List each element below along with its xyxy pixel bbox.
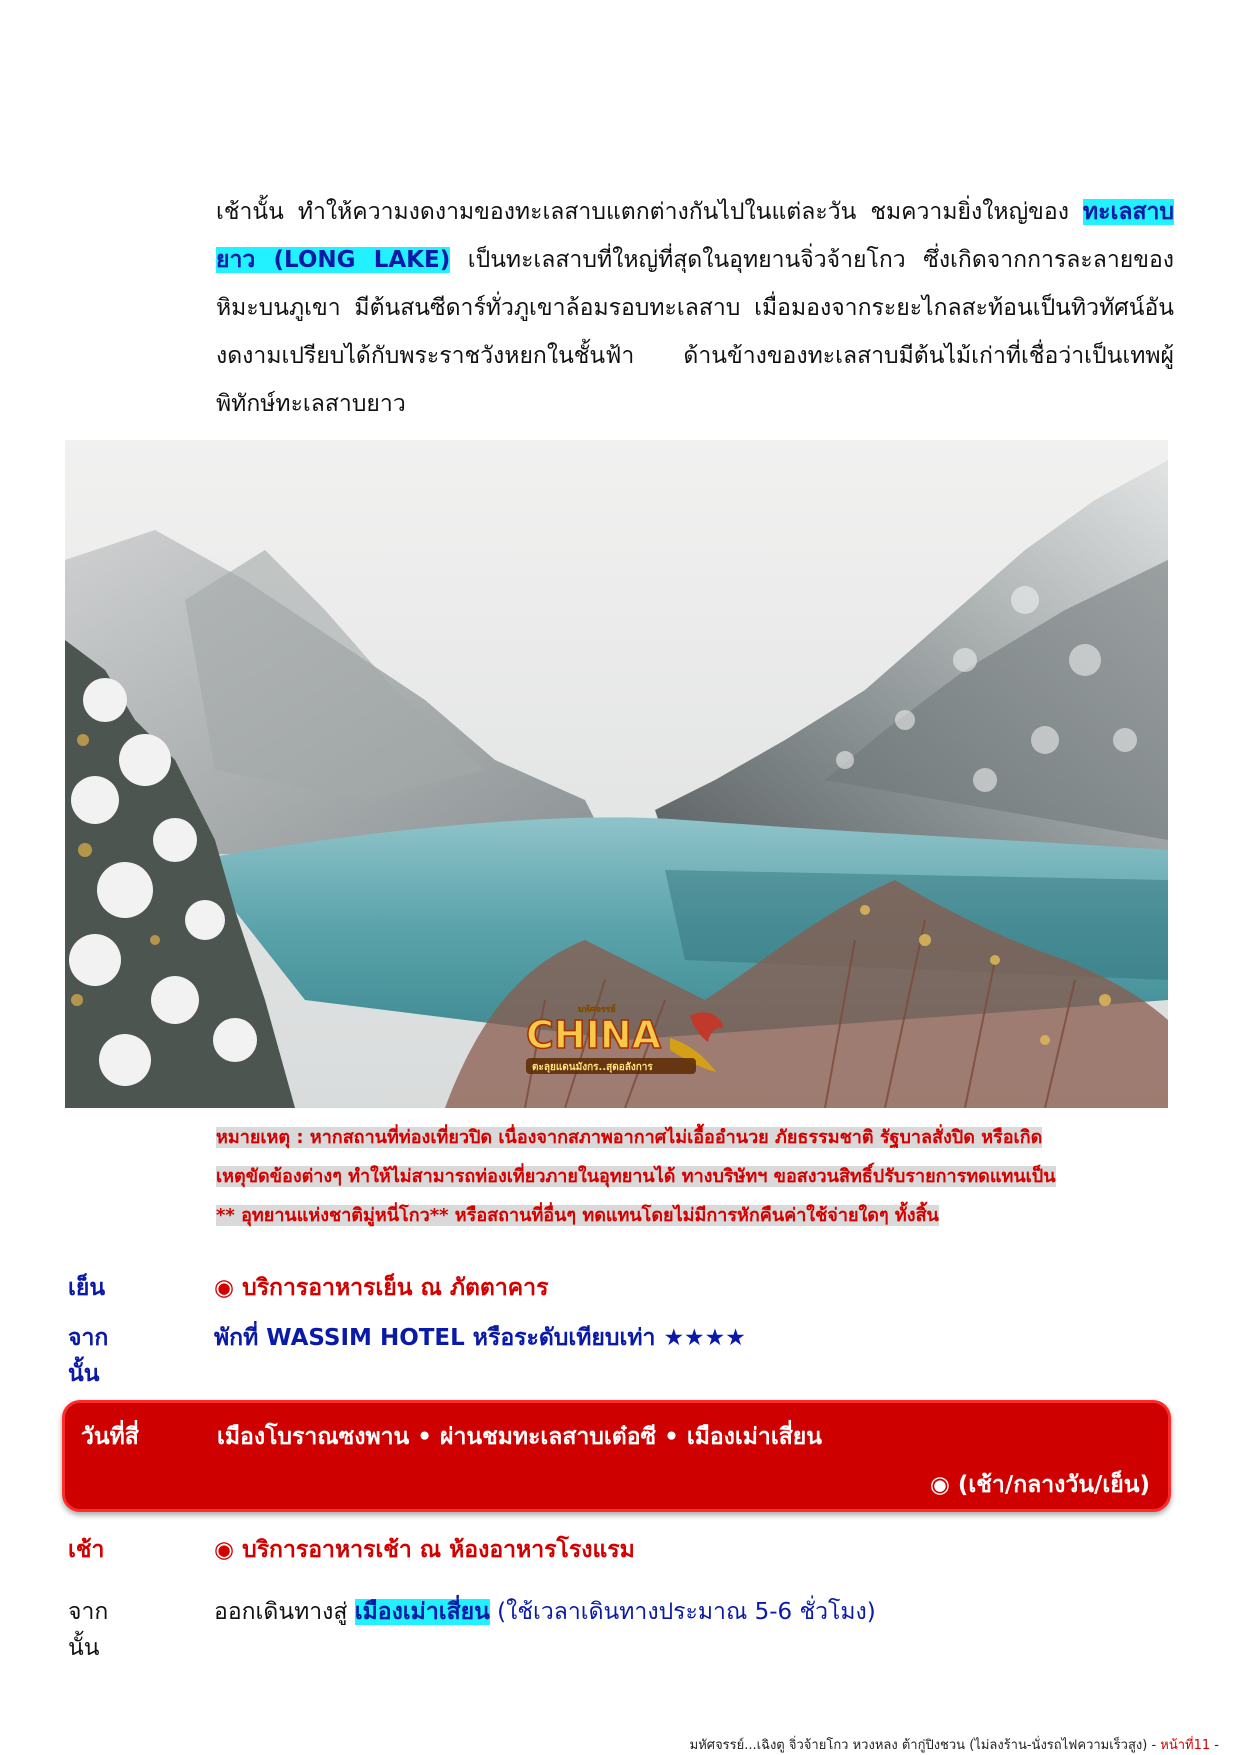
mao-xian-highlight: เมืองเม่าเสี่ยน: [354, 1599, 490, 1625]
logo-sub-text: ตะลุยแดนมังกร..สุดอลังการ: [532, 1062, 653, 1073]
china-tour-logo: [520, 998, 730, 1078]
intro-text-1: เช้านั้น ทำให้ความงดงามของทะเลสาบแตกต่างกันไปในแต่ละวัน ชมความยิ่งใหญ่ของ: [216, 199, 1083, 225]
day-4-meals-text: (เช้า/กลางวัน/เย็น): [957, 1472, 1150, 1498]
hotel-text: [214, 1320, 746, 1356]
breakfast-text: [214, 1532, 635, 1568]
intro-paragraph: [216, 188, 1174, 428]
star-rating-icon: ★★★★: [663, 1325, 746, 1351]
depart-label: จากนั้น: [68, 1599, 109, 1661]
remark-line-1: หมายเหตุ : หากสถานที่ท่องเที่ยวปิด เนื่องจากสภาพอากาศไม่เอื้ออำนวย ภัยธรรมชาติ รัฐบาลสั่งปิด หรือเกิด: [216, 1127, 1043, 1148]
footer-tail: -: [1210, 1738, 1219, 1753]
breakfast-desc: บริการอาหารเช้า ณ ห้องอาหารโรงแรม: [242, 1537, 635, 1563]
remark-line-3: ** อุทยานแห่งชาติมู่หนี่โกว** หรือสถานที่อื่นๆ ทดแทนโดยไม่มีการหักคืนค่าใช้จ่ายใดๆ ทั้งสิ้น: [216, 1205, 939, 1226]
dish-icon: ◉: [214, 1275, 235, 1301]
day-4-label: วันที่สี่: [81, 1424, 139, 1450]
remark-line-2: เหตุขัดข้องต่างๆ ทำให้ไม่สามารถท่องเที่ยวภายในอุทยานได้ ทางบริษัทฯ ขอสงวนสิทธิ์ปรับรายการทดแทนเป็น: [216, 1166, 1056, 1187]
intro-text-2: เป็นทะเลสาบที่ใหญ่ที่สุดในอุทยานจิ่วจ้ายโกว ซึ่งเกิดจากการละลายของหิมะบนภูเขา มีต้นสนซีดาร์ทั่วภูเขาล้อมรอบทะเลสาบ เมื่อมองจากระยะไกลสะท้อนเป็นทิวทัศน์อันงดงามเปรียบได้กับพระราชวังหยกในชั้นฟ้า ด้านข้างของทะเลสาบมีต้นไม้เก่าที่เชื่อว่าเป็นเทพผู้พิทักษ์ทะเลสาบยาว: [216, 247, 1174, 417]
depart-pre: ออกเดินทางสู่: [214, 1599, 355, 1625]
remark-note: [216, 1118, 1168, 1235]
logo-main-text: CHINA: [526, 1013, 662, 1057]
dinner-text: [214, 1270, 548, 1306]
hotel-desc: พักที่ WASSIM HOTEL หรือระดับเทียบเท่า: [214, 1325, 656, 1351]
dinner-label: เย็น: [68, 1275, 106, 1301]
dinner-desc: บริการอาหารเย็น ณ ภัตตาคาร: [242, 1275, 549, 1301]
long-lake-highlight: ทะเลสาบยาว (LONG LAKE): [216, 199, 1174, 273]
dish-icon: ◉: [214, 1537, 235, 1563]
page-footer: [690, 1734, 1219, 1755]
depart-text: [214, 1594, 876, 1630]
logo-top-text: มหัศจรรย์: [578, 1005, 616, 1015]
page-number: หน้าที่11: [1160, 1738, 1211, 1753]
day-4-banner: [62, 1400, 1171, 1512]
depart-duration: (ใช้เวลาเดินทางประมาณ 5-6 ชั่วโมง): [489, 1599, 876, 1625]
dish-icon: ◉: [929, 1472, 950, 1498]
footer-text: มหัศจรรย์...เฉิงตู จิ่วจ้ายโกว หวงหลง ต้ากู่ปิงชวน (ไม่ลงร้าน-นั่งรถไฟความเร็วสูง) -: [689, 1738, 1161, 1753]
hotel-label: จากนั้น: [68, 1325, 109, 1387]
day-4-meals: [930, 1467, 1150, 1503]
breakfast-label: เช้า: [68, 1537, 105, 1563]
day-4-title: เมืองโบราณซงพาน • ผ่านชมทะเลสาบเต๋อซี • เมืองเม่าเสี่ยน: [217, 1424, 822, 1450]
